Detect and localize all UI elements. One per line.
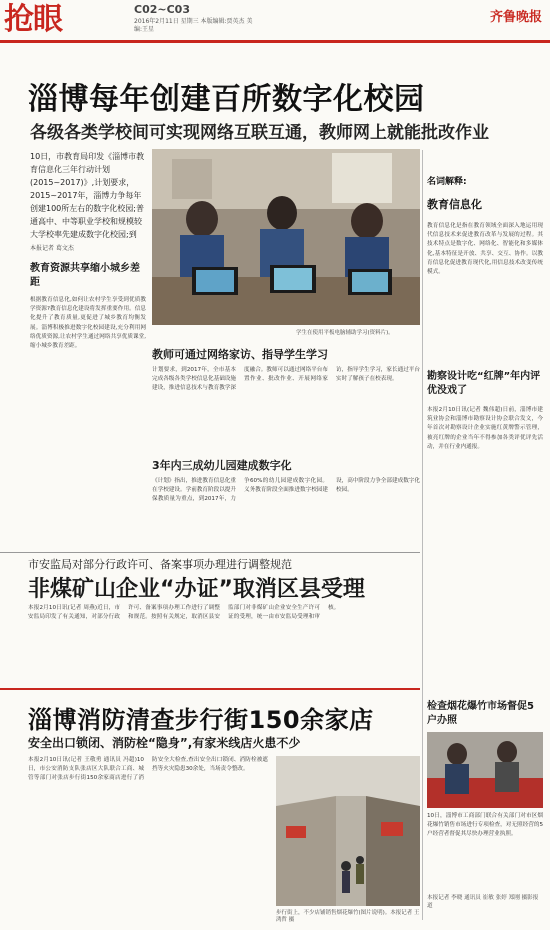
story1-section3-body: 《计划》指出，推进教育信息化重在学校建设。学前教育阶段以提升保教质量为重点，到2017年，力争60%的幼儿园建成数字化园。义务教育阶段全面推进数字校园建设，高中阶段力争全部建成数字化校园。	[152, 478, 420, 503]
story3-subhead: 安全出口锁闭、消防栓“隐身”,有家米线店火患不少	[28, 736, 301, 750]
inspection-photo	[427, 732, 543, 808]
story1-section1-body: 根据教育信息化,如何让农村学生享受到优质教学资源?教育信息化建设将发挥重要作用。信息化提升了教育质量,更促进了城乡教育均衡发展。淄博积极推进数字化校园建设,充分利用网络优质资源,让农村学生通过网络共享优质课堂,缩小城乡教育差距。	[30, 297, 146, 350]
masthead-rule	[0, 40, 550, 43]
story1-section2-title: 教师可通过网络家访、指导学生学习	[152, 348, 328, 361]
sidebar2-title: 勘察设计吃“红牌”年内评优没戏了	[427, 371, 541, 396]
story3-photo-caption: 步行街上，不少店铺销售烟花爆竹(图片说明)。本报记者 王鸿哲 摄	[276, 910, 420, 923]
sidebar1-title: 教育信息化	[427, 198, 482, 211]
story3-body: 本报2月10日讯(记者 王敬勇 通讯员 冯超)10日，市公安消防支队张店区大队联合工商、城管等部门对张店步行街150余家商店进行了消防安全大检查,查出安全出口锁闭、消防栓被遮挡等火灾隐患30余处，当场责令整改。	[28, 757, 268, 782]
story1-lead: 10日，市教育局印发《淄博市教育信息化三年行动计划(2015~2017)》,计划要求，2015~2017年，淄博力争每年创建100所左右的数字化校园;普通高中、中等职业学校和规模较大学校率先建成数字化校园;到	[30, 152, 145, 238]
story1-section1-title: 教育资源共享缩小城乡差距	[30, 263, 140, 288]
story2-kicker: 市安监局对部分行政许可、备案事项办理进行调整规范	[28, 558, 292, 571]
story1-section3-title: 3年内三成幼儿园建成数字化	[152, 459, 292, 472]
sidebar3-title: 检查烟花爆竹市场督促5户办照	[427, 701, 534, 726]
story2-headline: 非煤矿山企业“办证”取消区县受理	[28, 577, 365, 602]
story1-photo-caption: 学生在使用平板电脑辅助学习(资料片)。	[296, 330, 394, 336]
column-divider	[422, 150, 423, 920]
sidebar2-body: 本报2月10日讯(记者 魏伟超)日前，淄博市建筑业协会和淄博市勘察设计协会联合发文，今年首次对勘察设计企业实施红黄牌警示管理，被亮红牌的企业当年不得参加各类评优评先活动，并在行业内通报。	[427, 407, 543, 450]
paper-logo: 齐鲁晚报	[489, 10, 542, 25]
classroom-photo	[152, 149, 420, 325]
street-photo-svg	[276, 756, 420, 906]
dateline: 2016年2月11日 星期三 本版编辑:贾英杰 美编:王星	[134, 18, 253, 33]
story2-body: 本报2月10日讯(记者 周燕)近日，市安监局印发了有关通知，对部分行政许可、备案事项办理工作进行了调整和规范。按照有关规定，取消区县安监部门对非煤矿山企业安全生产许可证的受理，统一由市安监局受理和审核。	[28, 605, 340, 621]
masthead	[0, 0, 550, 40]
story1-subhead: 各级各类学校间可实现网络互联互通，教师网上就能批改作业	[30, 123, 489, 143]
street-photo	[276, 756, 420, 906]
story1-byline: 本报记者 葛文杰	[30, 245, 74, 252]
classroom-photo-svg	[152, 149, 420, 325]
page-code: C02~C03	[134, 3, 190, 16]
sidebar1-body: 教育信息化是指在教育领域全面深入地运用现代信息技术来促进教育改革与发展的过程。其技术特点是数字化、网络化、智能化和多媒体化,基本特征是开放、共享、交互、协作。以教育信息化促进教育现代化,用信息技术改变传统模式。	[427, 223, 543, 276]
sidebar3-byline: 本报记者 李晓 通讯员 崔敏 张婷 郑刚 摄影报道	[427, 895, 539, 909]
story1-headline: 淄博每年创建百所数字化校园	[28, 82, 425, 117]
sidebar3-body: 10日，淄博市工商部门联合有关部门对市区烟花爆竹销售市场进行专项检查，对无照经营的5户经营者督促其尽快办理营业执照。	[427, 813, 543, 838]
section-brand: 抢眼	[4, 2, 62, 37]
section-rule	[0, 688, 420, 690]
story1-section2-body: 计划要求，到2017年，全市基本完成各级各类学校信息化基础设施建设，推进信息技术与教育教学深度融合。教师可以通过网络平台布置作业、批改作业、开展网络家访，指导学生学习，家长通过平台实时了解孩子在校表现。	[152, 367, 420, 392]
divider-1	[0, 552, 420, 553]
story3-headline: 淄博消防清查步行街150余家店	[28, 706, 374, 734]
sidebar1-label: 名词解释:	[427, 177, 467, 187]
inspection-photo-svg	[427, 732, 543, 808]
